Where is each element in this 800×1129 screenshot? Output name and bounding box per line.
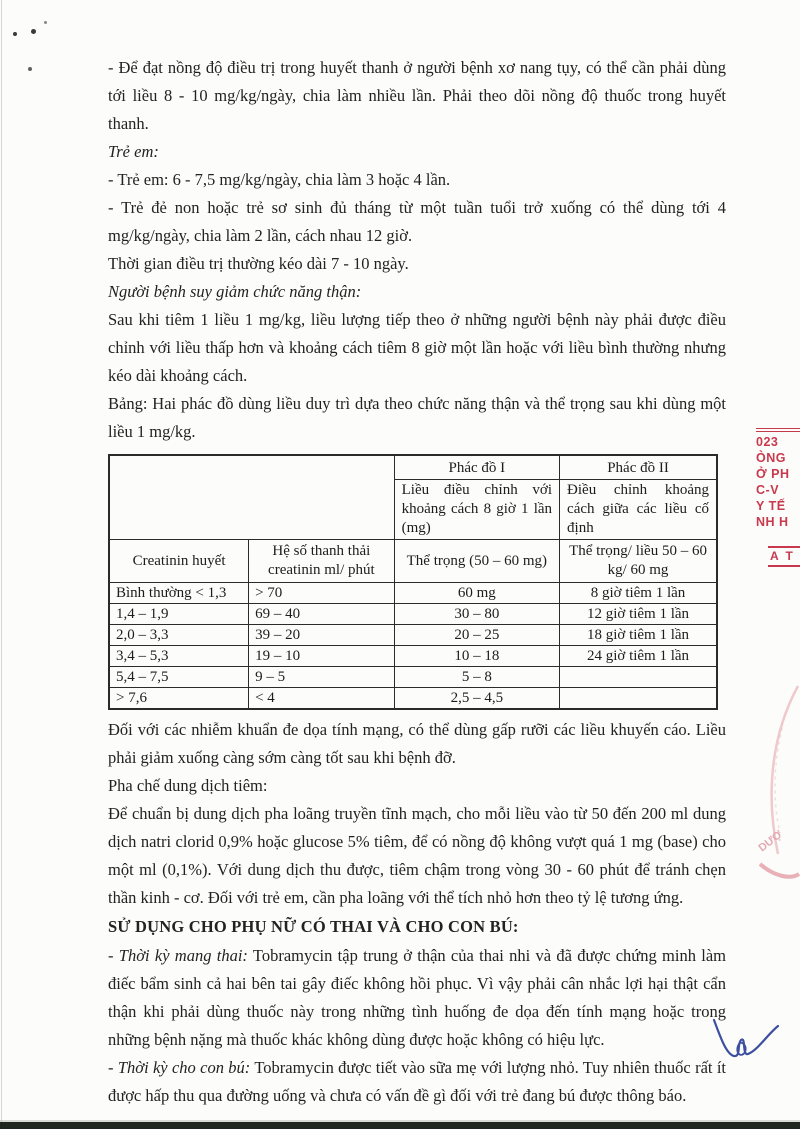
svg-text:DƯỢ: DƯỢ <box>756 828 785 855</box>
table-cell: 24 giờ tiêm 1 lần <box>560 646 717 667</box>
paragraph-life-threatening-infections: Đối với các nhiễm khuẩn đe dọa tính mạng, có thể dùng gấp rưỡi các liều khuyến cáo. Liều phải giảm xuống càng sớm càng tốt sau khi bệnh đỡ. <box>108 720 726 767</box>
table-cell: 69 – 40 <box>249 604 395 625</box>
table-header-regimen1: Phác đồ I <box>394 455 559 480</box>
paragraph-renal-adjustment: Sau khi tiêm 1 liều 1 mg/kg, liều lượng tiếp theo ở những người bệnh này phải được điều chỉnh với liều thấp hơn và khoảng cách tiêm 8 giờ một lần hoặc với liều bình thường nhưng kéo dài khoảng cách. <box>108 310 726 385</box>
stamp-rule <box>756 428 800 430</box>
stamp-text-line: C-V <box>756 482 780 497</box>
maintenance-dose-table <box>108 454 718 710</box>
table-cell: 5,4 – 7,5 <box>109 667 249 688</box>
subheading-solution-preparation: Pha chế dung dịch tiêm: <box>108 776 268 795</box>
stamp-text-line: Ở PH <box>756 466 790 481</box>
signature-mark <box>708 1006 786 1076</box>
lead-lactation: - Thời kỳ cho con bú: <box>108 1058 251 1077</box>
red-stamp-fragment <box>756 426 800 530</box>
table-cell: 39 – 20 <box>249 625 395 646</box>
table-cell: Bình thường < 1,3 <box>109 583 249 604</box>
table-cell <box>560 667 717 688</box>
subheading-renal-impairment: Người bệnh suy giảm chức năng thận: <box>108 282 362 301</box>
paragraph-pregnancy <box>108 942 726 1054</box>
table-cell: 9 – 5 <box>249 667 395 688</box>
table-cell: 2,0 – 3,3 <box>109 625 249 646</box>
scan-speck <box>44 21 47 24</box>
table-cell: 2,5 – 4,5 <box>394 688 559 710</box>
paragraph-dilution-instructions: Để chuẩn bị dung dịch pha loãng truyền tĩnh mạch, cho mỗi liều vào từ 50 đến 200 ml dung dịch natri clorid 0,9% hoặc glucose 5% tiêm, để có nồng độ không vượt quá 1 mg (base) cho một ml (0,1%). Với dung dịch thu được, tiêm chậm trong vòng 30 - 60 phút để tránh chẹn thần kinh - cơ. Đối với trẻ em, cần pha loãng với thể tích nhỏ hơn theo tỷ lệ tương ứng. <box>108 804 726 907</box>
table-cell: 3,4 – 5,3 <box>109 646 249 667</box>
table-cell: 18 giờ tiêm 1 lần <box>560 625 717 646</box>
table-cell: 1,4 – 1,9 <box>109 604 249 625</box>
document-body <box>108 54 726 1110</box>
stamp-rule <box>756 431 800 433</box>
table-cell: < 4 <box>249 688 395 710</box>
paragraph-table-caption: Bảng: Hai phác đồ dùng liều duy trì dựa theo chức năng thận và thể trọng sau khi dùng một liều 1 mg/kg. <box>108 394 726 441</box>
round-seal-fragment <box>752 668 800 898</box>
table-cell: 8 giờ tiêm 1 lần <box>560 583 717 604</box>
scan-left-edge-line <box>1 0 2 1129</box>
table-cell: 10 – 18 <box>394 646 559 667</box>
table-cell: > 70 <box>249 583 395 604</box>
table-subheader-regimen2: Điều chỉnh khoảng cách giữa các liều cố định <box>560 480 717 540</box>
text-pregnancy: Tobramycin tập trung ở thận của thai nhi và đã được chứng minh làm điếc bẩm sinh cả hai bên tai gây điếc không hồi phục. Vì vậy phải cân nhắc lợi hại thật cẩn thận khi phải dùng thuốc này trong những tình huống đe dọa đến tính mạng hoặc trong những bệnh nặng mà thuốc khác không dùng được hoặc không có hiệu lực. <box>108 946 726 1049</box>
text-lactation: Tobramycin được tiết vào sữa mẹ với lượng nhỏ. Tuy nhiên thuốc rất ít được hấp thu qua đường uống và chưa có vấn đề gì đối với trẻ đang bú được thông báo. <box>108 1058 726 1105</box>
table-cell: 19 – 10 <box>249 646 395 667</box>
table-header-regimen2: Phác đồ II <box>560 455 717 480</box>
table-corner-empty-cell <box>109 455 394 540</box>
table-cell: 30 – 80 <box>394 604 559 625</box>
paragraph-neonate-dose: - Trẻ đẻ non hoặc trẻ sơ sinh đủ tháng từ một tuần tuổi trở xuống có thể dùng tới 4 mg/kg/ngày, chia làm 2 lần, cách nhau 12 giờ. <box>108 198 726 245</box>
table-cell: 5 – 8 <box>394 667 559 688</box>
lead-pregnancy: - Thời kỳ mang thai: <box>108 946 248 965</box>
stamp-badge-fragment: A T <box>768 546 800 567</box>
scan-speck <box>28 67 32 71</box>
stamp-text-line: ÒNG <box>756 450 786 465</box>
scan-speck <box>13 32 17 36</box>
table-cell: > 7,6 <box>109 688 249 710</box>
stamp-text-line: 023 <box>756 434 779 449</box>
stamp-text-line: Y TẾ <box>756 498 786 513</box>
table-subheader-regimen1: Liều điều chỉnh với khoảng cách 8 giờ 1 lần (mg) <box>394 480 559 540</box>
table-cell: 20 – 25 <box>394 625 559 646</box>
paragraph-children-dose: - Trẻ em: 6 - 7,5 mg/kg/ngày, chia làm 3 hoặc 4 lần. <box>108 170 451 189</box>
scan-speck <box>31 29 36 34</box>
page-bottom-edge <box>0 1122 800 1129</box>
table-colhead-weight-dose: Thể trọng/ liều 50 – 60 kg/ 60 mg <box>560 540 717 583</box>
stamp-text-line: NH H <box>756 514 789 529</box>
table-cell: 60 mg <box>394 583 559 604</box>
table-colhead-creatinine: Creatinin huyết <box>109 540 249 583</box>
subheading-children: Trẻ em: <box>108 142 159 161</box>
paragraph-lactation <box>108 1054 726 1110</box>
table-colhead-bodyweight: Thể trọng (50 – 60 mg) <box>394 540 559 583</box>
section-heading-pregnancy-lactation: SỬ DỤNG CHO PHỤ NỮ CÓ THAI VÀ CHO CON BÚ: <box>108 917 519 936</box>
table-cell: 12 giờ tiêm 1 lần <box>560 604 717 625</box>
table-colhead-clearance: Hệ số thanh thải creatinin ml/ phút <box>249 540 395 583</box>
paragraph-cystic-fibrosis-dose: - Để đạt nồng độ điều trị trong huyết thanh ở người bệnh xơ nang tụy, có thể cần phải dùng tới liều 8 - 10 mg/kg/ngày, chia làm nhiều lần. Phải theo dõi nồng độ thuốc trong huyết thanh. <box>108 58 726 133</box>
table-cell <box>560 688 717 710</box>
paragraph-treatment-duration: Thời gian điều trị thường kéo dài 7 - 10 ngày. <box>108 254 409 273</box>
